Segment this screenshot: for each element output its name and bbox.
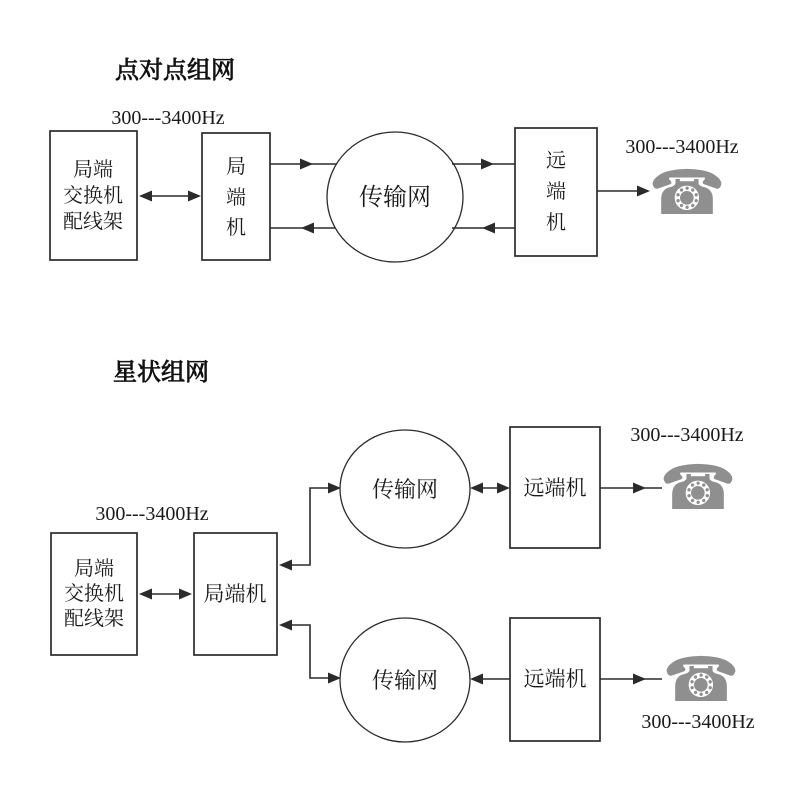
- star-remote-box-bottom-label: 远端机: [523, 667, 587, 691]
- star-remotebottom-phone-arrow: [633, 674, 646, 685]
- star-mdf-co-arrow-right: [179, 589, 192, 600]
- p2p-title: 点对点组网: [115, 57, 235, 84]
- star-cloudtop-remote-arrow-left: [470, 483, 483, 494]
- p2p-co-cloud-upper-arrow: [300, 159, 313, 170]
- star-transport-cloud-bottom-label: 传输网: [371, 668, 439, 693]
- star-telephone-icon-bottom: ☎: [662, 643, 740, 716]
- star-remote-box-top-label: 远端机: [523, 476, 587, 500]
- p2p-cloud-remote-upper-arrow: [481, 159, 494, 170]
- star-remotetop-phone-arrow: [633, 483, 646, 494]
- star-freq-label-left: 300---3400Hz: [95, 503, 209, 525]
- star-co-cloudbottom-arrow-left: [279, 620, 292, 631]
- p2p-telephone-icon: ☎: [648, 156, 726, 229]
- p2p-co-box-char1: 局: [226, 156, 246, 178]
- p2p-remote-cloud-lower-arrow: [482, 223, 495, 234]
- p2p-mdf-box-line2: 交换机: [63, 185, 123, 207]
- p2p-mdf-box-line3: 配线架: [63, 211, 123, 233]
- star-co-box-label: 局端机: [203, 582, 267, 606]
- star-telephone-icon-top: ☎: [659, 451, 737, 524]
- star-co-cloudbottom-elbow: [281, 625, 337, 678]
- p2p-remote-box-char1: 远: [546, 150, 566, 172]
- star-co-cloudtop-arrow-right: [328, 483, 341, 494]
- star-co-cloudbottom-arrow-right: [328, 673, 341, 684]
- star-freq-label-bottom-right: 300---3400Hz: [641, 711, 755, 733]
- p2p-cloud-co-lower-arrow: [301, 223, 314, 234]
- p2p-co-box-char3: 机: [226, 217, 246, 239]
- star-freq-label-top-right: 300---3400Hz: [630, 424, 744, 446]
- p2p-mdf-co-arrow-right: [188, 191, 201, 202]
- star-mdf-box-line3: 配线架: [64, 608, 124, 630]
- p2p-diagram: [50, 57, 739, 262]
- p2p-remote-box-char3: 机: [546, 212, 566, 234]
- p2p-transport-cloud-label: 传输网: [359, 185, 431, 211]
- p2p-mdf-co-arrow-left: [139, 191, 152, 202]
- star-diagram: [51, 359, 755, 742]
- p2p-co-box-char2: 端: [226, 187, 246, 209]
- p2p-freq-label-left: 300---3400Hz: [111, 107, 225, 129]
- star-title: 星状组网: [113, 359, 209, 386]
- star-co-cloudtop-arrow-left: [279, 560, 292, 571]
- star-remotebottom-cloud-arrow: [470, 674, 483, 685]
- p2p-mdf-box-line1: 局端: [73, 159, 113, 181]
- star-mdf-box-line1: 局端: [74, 558, 114, 580]
- star-transport-cloud-top-label: 传输网: [371, 477, 439, 502]
- p2p-remote-box-char2: 端: [546, 181, 566, 203]
- star-cloudtop-remote-arrow-right: [497, 483, 510, 494]
- star-mdf-co-arrow-left: [139, 589, 152, 600]
- star-co-cloudtop-elbow: [281, 488, 337, 565]
- star-mdf-box-line2: 交换机: [64, 583, 124, 605]
- p2p-freq-label-right: 300---3400Hz: [625, 136, 739, 158]
